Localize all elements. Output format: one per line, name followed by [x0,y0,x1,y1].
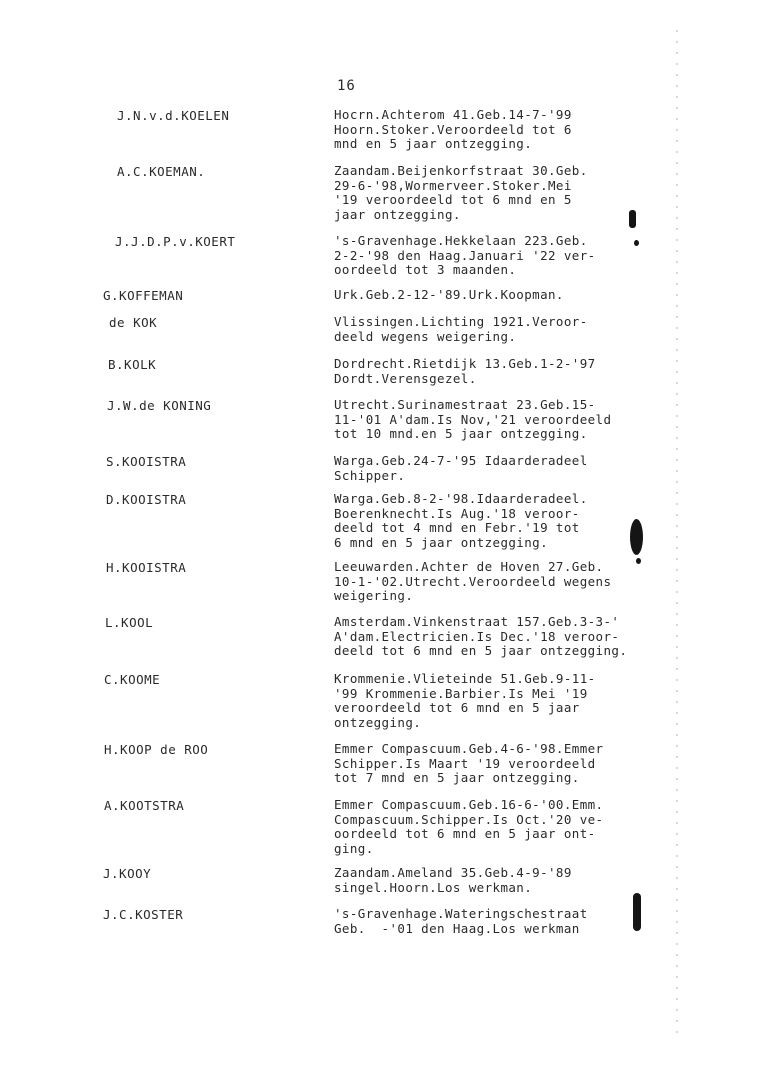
person-details: Zaandam.Ameland 35.Geb.4-9-'89 singel.Hoorn.Los werkman. [334,865,572,895]
person-name: B.KOLK [108,357,157,372]
person-name: J.W.de KONING [107,398,212,413]
person-name: A.C.KOEMAN. [117,164,206,179]
person-name: L.KOOL [105,615,154,630]
page-number: 16 [337,78,356,94]
person-name: J.C.KOSTER [103,907,184,922]
person-details: Utrecht.Surinamestraat 23.Geb.15- 11-'01 A'dam.Is Nov,'21 veroordeeld tot 10 mnd.en 5 jaar ontzegging. [334,397,612,441]
ink-blot [629,210,636,228]
person-details: Hocrn.Achterom 41.Geb.14-7-'99 Hoorn.Stoker.Veroordeeld tot 6 mnd en 5 jaar ontzegging. [334,107,572,151]
person-details: Leeuwarden.Achter de Hoven 27.Geb. 10-1-'02.Utrecht.Veroordeeld wegens weigering. [334,559,612,603]
person-details: Dordrecht.Rietdijk 13.Geb.1-2-'97 Dordt.Verensgezel. [334,356,596,386]
punch-hole-marks [676,30,678,1040]
person-name: H.KOOISTRA [106,560,187,575]
person-details: Urk.Geb.2-12-'89.Urk.Koopman. [334,287,564,302]
person-name: H.KOOP de ROO [104,742,209,757]
person-name: C.KOOME [104,672,161,687]
person-details: Krommenie.Vlieteinde 51.Geb.9-11- '99 Krommenie.Barbier.Is Mei '19 veroordeeld tot 6 mnd en 5 jaar ontzegging. [334,671,596,730]
person-details: Zaandam.Beijenkorfstraat 30.Geb. 29-6-'98,Wormerveer.Stoker.Mei '19 veroordeeld tot 6 mnd en 5 jaar ontzegging. [334,163,588,222]
person-name: A.KOOTSTRA [104,798,185,813]
person-details: Emmer Compascuum.Geb.16-6-'00.Emm. Compascuum.Schipper.Is Oct.'20 ve- oordeeld tot 6 mnd en 5 jaar ont- ging. [334,797,604,856]
person-details: Warga.Geb.8-2-'98.Idaarderadeel. Boerenknecht.Is Aug.'18 veroor- deeld tot 4 mnd en Febr.'19 tot 6 mnd en 5 jaar ontzegging. [334,491,588,550]
person-name: D.KOOISTRA [106,492,187,507]
ink-blot [633,893,641,931]
ink-blot [636,558,641,564]
person-name: de KOK [109,315,158,330]
person-name: J.J.D.P.v.KOERT [115,234,236,249]
person-details: Vlissingen.Lichting 1921.Veroor- deeld wegens weigering. [334,314,588,344]
person-details: 's-Gravenhage.Hekkelaan 223.Geb. 2-2-'98 den Haag.Januari '22 ver- oordeeld tot 3 maanden. [334,233,596,277]
person-name: J.N.v.d.KOELEN [117,108,230,123]
person-name: S.KOOISTRA [106,454,187,469]
ink-blot [630,519,643,555]
person-details: Amsterdam.Vinkenstraat 157.Geb.3-3-' A'dam.Electricien.Is Dec.'18 veroor- deeld tot 6 mnd en 5 jaar ontzegging. [334,614,628,658]
person-details: 's-Gravenhage.Wateringschestraat Geb. -'01 den Haag.Los werkman [334,906,588,936]
person-name: J.KOOY [103,866,152,881]
person-name: G.KOFFEMAN [103,288,184,303]
person-details: Emmer Compascuum.Geb.4-6-'98.Emmer Schipper.Is Maart '19 veroordeeld tot 7 mnd en 5 jaar ontzegging. [334,741,604,785]
ink-blot [634,240,639,246]
person-details: Warga.Geb.24-7-'95 Idaarderadeel Schipper. [334,453,588,483]
